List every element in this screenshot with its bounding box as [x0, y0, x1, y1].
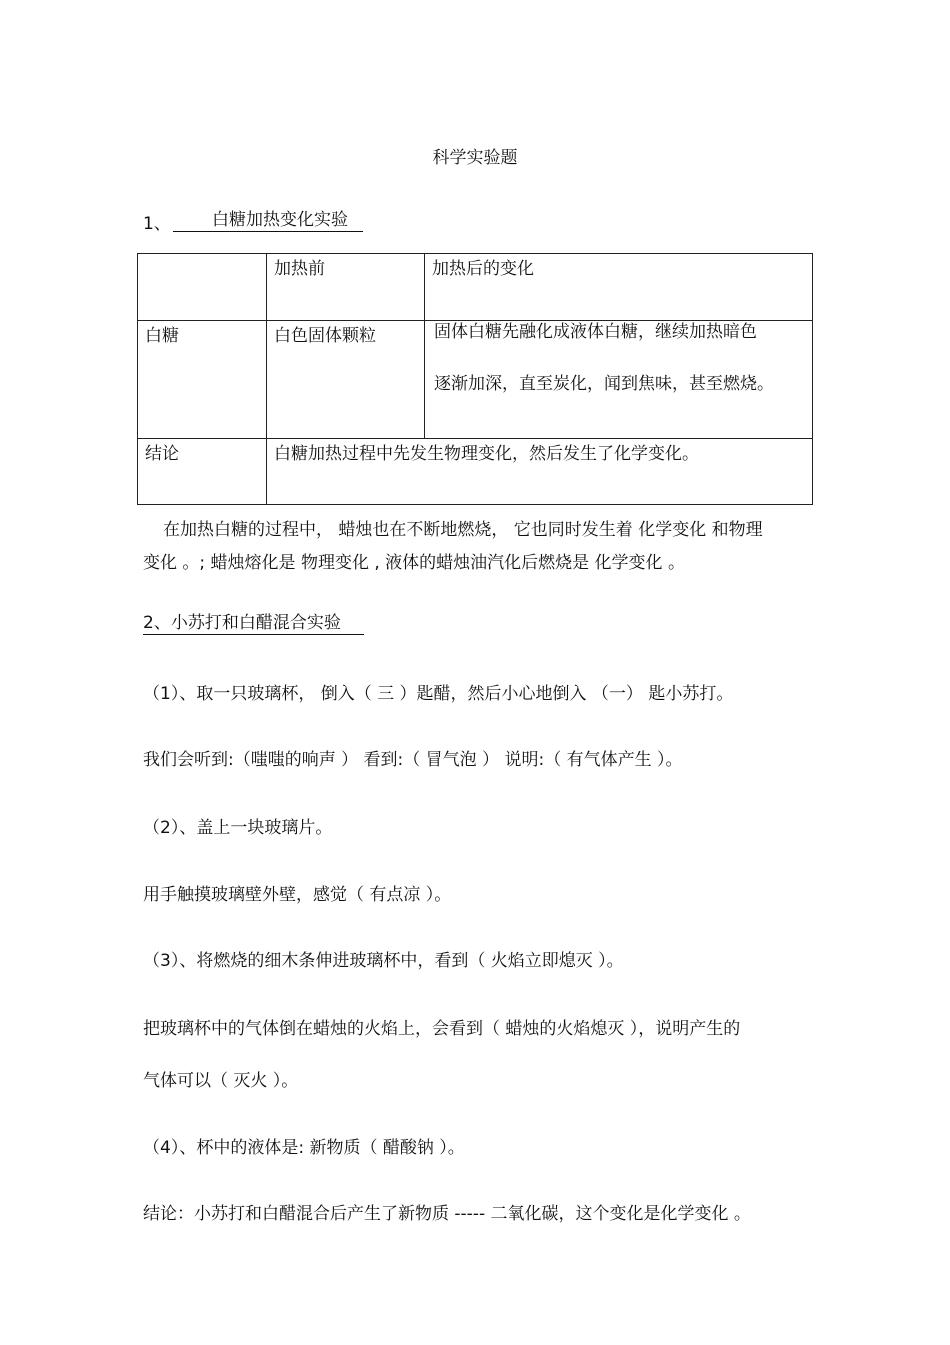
sugar-after-cell [425, 321, 813, 439]
row-label-conclusion: 结论 [138, 439, 267, 505]
section2-title: 2、小苏打和白醋混合实验 [143, 612, 364, 635]
sugar-before-cell: 白色固体颗粒 [267, 321, 425, 439]
experiment-table [137, 253, 813, 505]
observation-line: 我们会听到:（嗤嗤的响声 ） 看到:（ 冒气泡 ） 说明:（ 有气体产生 ）。 [143, 750, 683, 770]
section1-number: 1、 [143, 214, 171, 234]
step1-line: （1）、取一只玻璃杯， 倒入（ 三 ）匙醋，然后小心地倒入 （一） 匙小苏打。 [143, 684, 734, 704]
section1-paragraph-line-1: 在加热白糖的过程中， 蜡烛也在不断地燃烧， 它也同时发生着 化学变化 和物理 [163, 520, 763, 540]
gas-conclusion-line: 气体可以（ 灭火 ）。 [143, 1071, 299, 1091]
pour-gas-line: 把玻璃杯中的气体倒在蜡烛的火焰上，会看到（ 蜡烛的火焰熄灭 ），说明产生的 [143, 1019, 741, 1039]
table-header-before: 加热前 [267, 254, 425, 321]
step2-line: （2）、盖上一块玻璃片。 [143, 818, 333, 838]
final-conclusion-line: 结论：小苏打和白醋混合后产生了新物质 ----- 二氧化碳，这个变化是化学变化 。 [143, 1204, 751, 1224]
page-title: 科学实验题 [432, 148, 518, 168]
sugar-after-line-1: 固体白糖先融化成液体白糖，继续加热暗色 [434, 322, 757, 342]
table-row-sugar [138, 321, 813, 439]
section1-title: 白糖加热变化实验 [173, 209, 363, 232]
section1-paragraph-line-2: 变化 。; 蜡烛熔化是 物理变化 , 液体的蜡烛油汽化后燃烧是 化学变化 。 [143, 553, 685, 573]
table-row-conclusion [138, 439, 813, 505]
touch-line: 用手触摸玻璃壁外壁，感觉（ 有点凉 ）。 [143, 885, 452, 905]
conclusion-cell: 白糖加热过程中先发生物理变化，然后发生了化学变化。 [267, 439, 813, 505]
sugar-after-line-2: 逐渐加深，直至炭化，闻到焦味，甚至燃烧。 [434, 374, 774, 394]
step3-line: （3）、将燃烧的细木条伸进玻璃杯中，看到（ 火焰立即熄灭 ）。 [143, 951, 624, 971]
row-label-sugar: 白糖 [138, 321, 267, 439]
table-header-after: 加热后的变化 [425, 254, 813, 321]
table-header-cell-empty [138, 254, 267, 321]
step4-line: （4）、杯中的液体是: 新物质（ 醋酸钠 ）。 [143, 1138, 465, 1158]
